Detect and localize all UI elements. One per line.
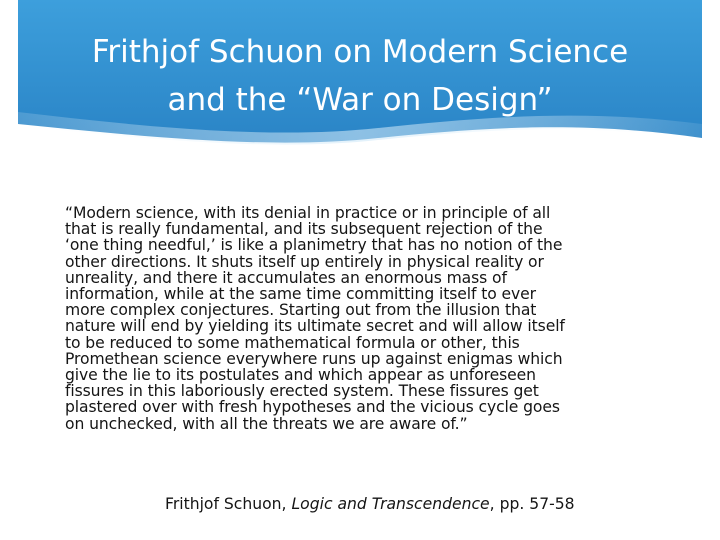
quote-line: other directions. It shuts itself up entirely in physical reality or	[65, 252, 544, 271]
citation-author: Frithjof Schuon,	[165, 495, 292, 513]
slide-title	[18, 28, 702, 124]
title-banner	[18, 0, 702, 160]
quote-block	[65, 205, 665, 432]
citation-pages: , pp. 57-58	[489, 495, 575, 513]
quote-line: unreality, and there it accumulates an enormous mass of	[65, 268, 507, 287]
quote-line: ‘one thing needful,’ is like a planimetry that has no notion of the	[65, 236, 563, 255]
quote-line: plastered over with fresh hypotheses and the vicious cycle goes	[65, 398, 560, 417]
citation-work: Logic and Transcendence	[291, 495, 490, 513]
quote-line: more complex conjectures. Starting out from the illusion that	[65, 301, 537, 320]
citation	[165, 494, 575, 514]
quote-line: “Modern science, with its denial in practice or in principle of all	[65, 204, 551, 222]
quote-line: give the lie to its postulates and which appear as unforeseen	[65, 366, 536, 385]
quote-line: fissures in this laboriously erected system. These fissures get	[65, 382, 539, 401]
quote-line: Promethean science everywhere runs up against enigmas which	[65, 349, 563, 368]
quote-line: on unchecked, with all the threats we are aware of.”	[65, 414, 468, 433]
title-line-2: and the “War on Design”	[167, 82, 553, 118]
quote-line: nature will end by yielding its ultimate secret and will allow itself	[65, 317, 565, 336]
title-line-1: Frithjof Schuon on Modern Science	[91, 34, 629, 70]
quote-line: that is really fundamental, and its subsequent rejection of the	[65, 220, 543, 239]
quote-line: to be reduced to some mathematical formula or other, this	[65, 333, 520, 352]
quote-line: information, while at the same time committing itself to ever	[65, 285, 536, 304]
